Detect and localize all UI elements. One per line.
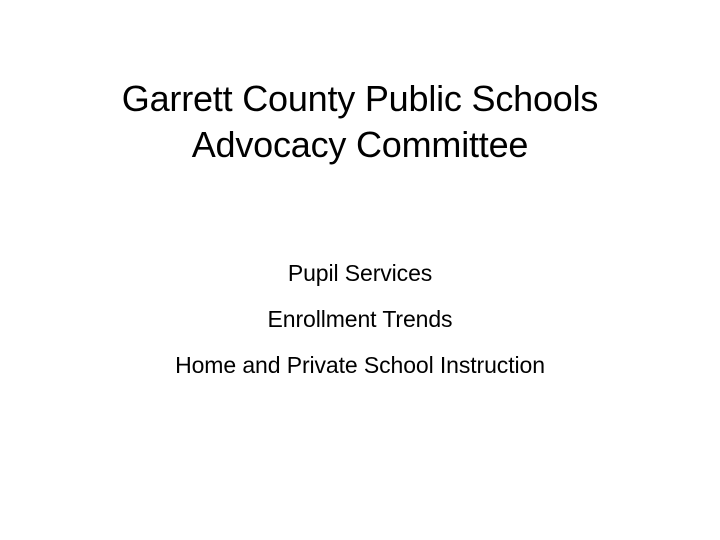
- slide-subtitle: [40, 250, 680, 388]
- title-line-1: Garrett County Public Schools: [121, 78, 599, 119]
- title-line-2: Advocacy Committee: [191, 124, 529, 165]
- slide-title: [40, 76, 680, 168]
- subtitle-line-pupil-services: Pupil Services: [287, 260, 433, 286]
- subtitle-line-home-private-instruction: Home and Private School Instruction: [175, 352, 545, 378]
- subtitle-line-enrollment-trends: Enrollment Trends: [267, 306, 453, 332]
